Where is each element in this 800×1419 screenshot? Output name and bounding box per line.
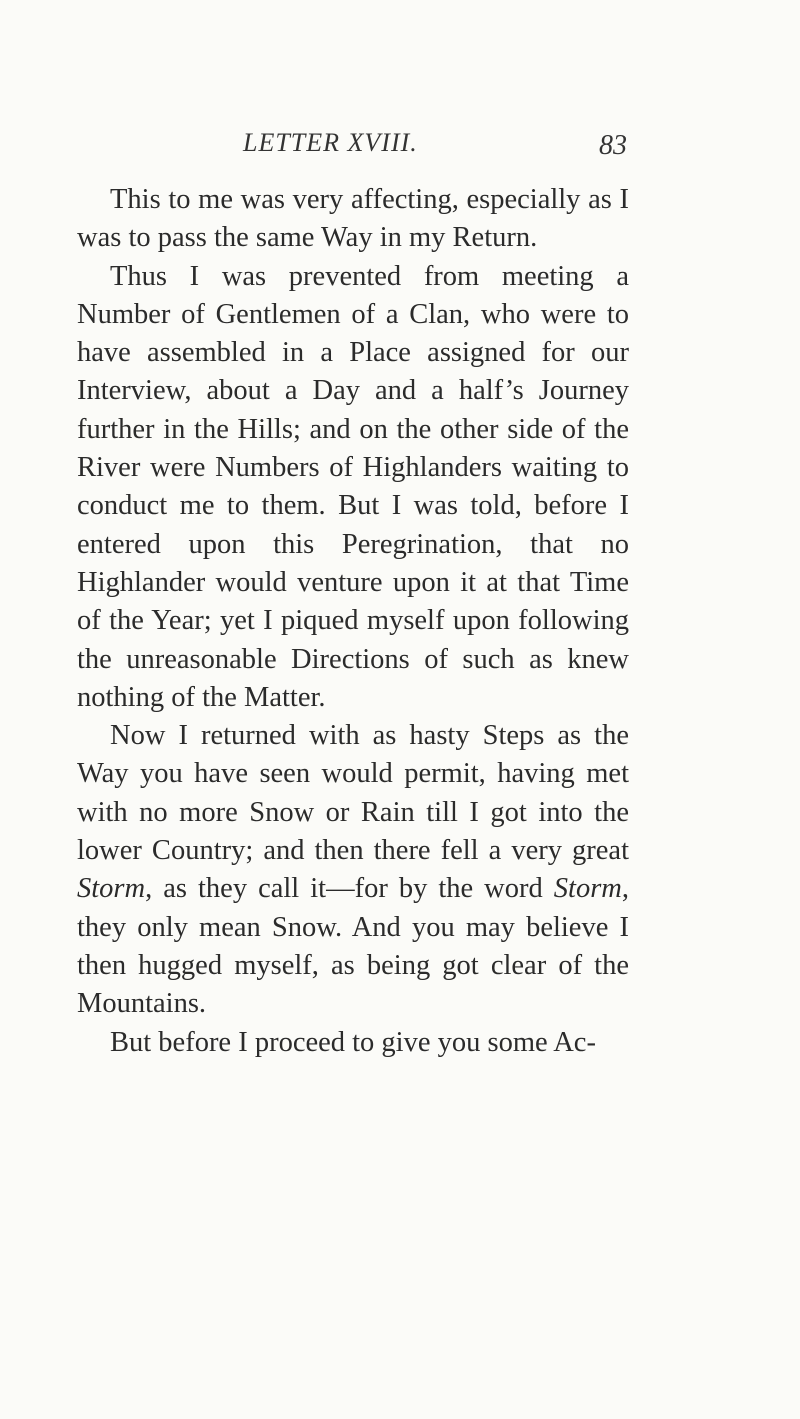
paragraph-4: But before I proceed to give you some Ac- [110,1026,596,1058]
running-title: LETTER XVIII. [243,128,418,157]
italic-storm-1: Storm [77,873,146,905]
paragraph-3-part-a: Now I returned with as hasty Steps as the Way you have seen would permit, having met with no more Snow or Rain till I got into the lower Country; and then there fell a very great [77,720,629,867]
paragraph-2: Thus I was prevented from meeting a Number of Gentlemen of a Clan, who were to have assembled in a Place assigned for our Interview, about a Day and a half’s Journey further in the Hills; and on the other side of the River were Numbers of Highlanders waiting to conduct me to them. But I was told, before I entered upon this Peregrination, that no Highlander would venture upon it at that Time of the Year; yet I piqued myself upon following the unreasonable Directions of such as knew nothing of the Matter. [77,260,629,713]
body-text [77,181,629,1062]
page-number: 83 [599,130,627,161]
paragraph-3-part-b: , as they call it—for by the word [145,873,554,905]
italic-storm-2: Storm [553,873,622,905]
paragraph-3-part-c: , they only mean Snow. And you may believe I then hugged myself, as being got clear of the Mountains. [77,873,629,1020]
paragraph-1: This to me was very affecting, especially as I was to pass the same Way in my Return. [77,184,629,254]
paragraph-3 [77,717,629,1023]
